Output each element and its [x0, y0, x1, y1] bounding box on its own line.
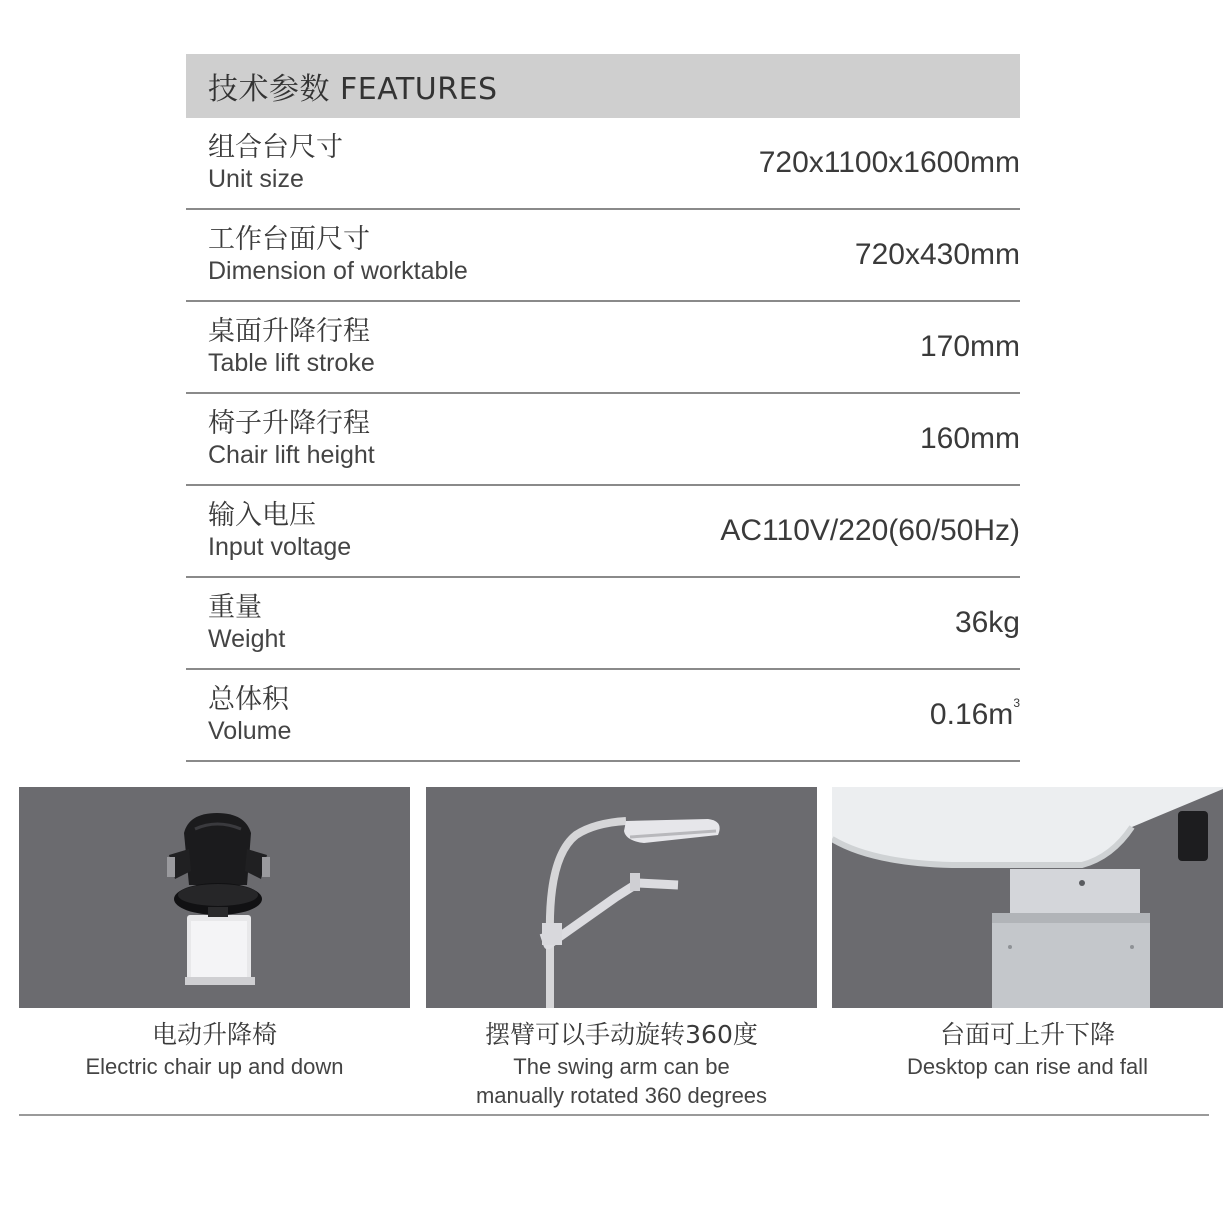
spec-value: 720x1100x1600mm: [758, 146, 1020, 179]
volume-number: 0.16m: [929, 698, 1014, 731]
feature-caption-swing-arm: [426, 1018, 817, 1110]
spec-label-en: Dimension of worktable: [208, 257, 468, 285]
spec-value: AC110V/220(60/50Hz): [720, 514, 1020, 547]
spec-label-cn: 总体积: [208, 684, 289, 715]
lamp-illustration: [426, 787, 817, 1008]
spec-value: 170mm: [919, 330, 1020, 363]
spec-label-cn: 桌面升降行程: [208, 316, 370, 347]
caption-en: The swing arm can be: [513, 1054, 730, 1079]
spec-row-worktable: [186, 210, 1020, 302]
chair-photo: [19, 787, 410, 1008]
spec-header: [186, 54, 1020, 118]
spec-row-volume: [186, 670, 1020, 762]
feature-caption-chair: [19, 1018, 410, 1081]
bottom-divider: [19, 1114, 1209, 1116]
spec-table: [186, 54, 1020, 762]
spec-label-cn: 组合台尺寸: [208, 132, 343, 163]
spec-value-volume: [930, 698, 1020, 732]
spec-header-title: 技术参数 FEATURES: [208, 72, 498, 107]
spec-label-en: Chair lift height: [208, 441, 375, 469]
spec-row-chair-lift: [186, 394, 1020, 486]
desktop-illustration: [832, 787, 1223, 1008]
caption-cn: 台面可上升下降: [939, 1020, 1115, 1049]
spec-label-en: Table lift stroke: [208, 349, 375, 377]
spec-value: 160mm: [919, 422, 1020, 455]
spec-value: 36kg: [954, 606, 1020, 639]
spec-label-en: Input voltage: [208, 533, 352, 561]
caption-cn: 电动升降椅: [151, 1020, 277, 1049]
spec-value: 720x430mm: [854, 238, 1020, 271]
volume-exponent: 3: [1013, 696, 1020, 710]
spec-label-cn: 重量: [208, 592, 262, 623]
feature-caption-desktop: [832, 1018, 1223, 1081]
lamp-photo: [426, 787, 817, 1008]
caption-en: manually rotated 360 degrees: [475, 1083, 768, 1108]
spec-label-en: Volume: [208, 717, 292, 745]
desktop-photo: [832, 787, 1223, 1008]
caption-en: Electric chair up and down: [85, 1054, 344, 1079]
chair-illustration: [19, 787, 410, 1008]
spec-label-cn: 工作台面尺寸: [208, 224, 370, 255]
spec-label-cn: 输入电压: [208, 500, 316, 531]
spec-row-weight: [186, 578, 1020, 670]
spec-row-voltage: [186, 486, 1020, 578]
caption-en: Desktop can rise and fall: [907, 1054, 1148, 1079]
spec-row-table-lift: [186, 302, 1020, 394]
spec-label-en: Weight: [208, 625, 286, 653]
caption-cn: 摆臂可以手动旋转360度: [485, 1020, 758, 1049]
spec-label-en: Unit size: [208, 165, 304, 193]
spec-label-cn: 椅子升降行程: [208, 408, 370, 439]
spec-row-unit-size: [186, 118, 1020, 210]
